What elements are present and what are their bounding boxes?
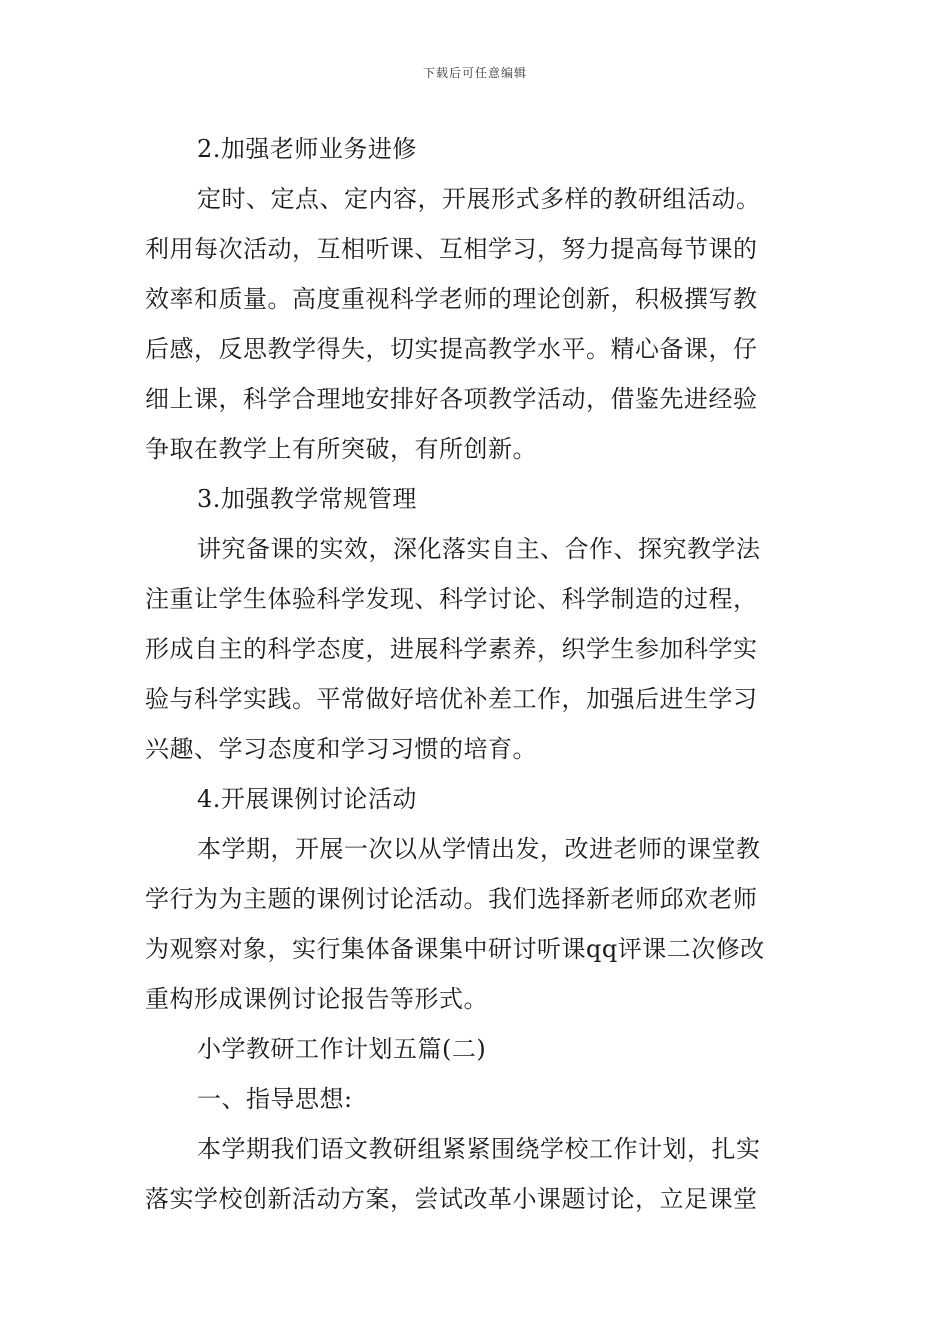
paragraph-line: 效率和质量。高度重视科学老师的理论创新，积极撰写教: [145, 285, 758, 313]
paragraph-line: 争取在教学上有所突破，有所创新。: [145, 435, 537, 463]
paragraph-line: 本学期，开展一次以从学情出发，改进老师的课堂教: [197, 835, 761, 863]
section-heading-3: 3.加强教学常规管理: [197, 485, 417, 513]
paragraph-line: 为观察对象，实行集体备课集中研讨听课qq评课二次修改: [145, 935, 765, 963]
page-header: 下载后可任意编辑: [422, 66, 527, 80]
paragraph-line: 形成自主的科学态度，进展科学素养，织学生参加科学实: [145, 635, 758, 663]
paragraph-line: 讲究备课的实效，深化落实自主、合作、探究教学法: [197, 535, 761, 563]
section-heading-2: 2.加强老师业务进修: [197, 135, 417, 163]
paragraph-line: 定时、定点、定内容，开展形式多样的教研组活动。: [197, 185, 761, 213]
paragraph-line: 细上课，科学合理地安排好各项教学活动，借鉴先进经验: [145, 385, 758, 413]
paragraph-line: 重构形成课例讨论报告等形式。: [145, 985, 488, 1013]
paragraph-line: 落实学校创新活动方案，尝试改革小课题讨论，立足课堂: [145, 1185, 758, 1213]
paragraph-line: 验与科学实践。平常做好培优补差工作，加强后进生学习: [145, 685, 758, 713]
document-title-part-two: 小学教研工作计划五篇(二): [197, 1035, 487, 1063]
paragraph-line: 本学期我们语文教研组紧紧围绕学校工作计划，扎实: [197, 1135, 761, 1163]
document-body: [145, 124, 810, 1224]
paragraph-line: 兴趣、学习态度和学习习惯的培育。: [145, 735, 537, 763]
section-heading-4: 4.开展课例讨论活动: [197, 785, 417, 813]
paragraph-line: 注重让学生体验科学发现、科学讨论、科学制造的过程，: [145, 585, 758, 613]
paragraph-line: 利用每次活动，互相听课、互相学习，努力提高每节课的: [145, 235, 758, 263]
section-heading-guiding-thought: 一、指导思想:: [197, 1085, 353, 1113]
paragraph-line: 学行为为主题的课例讨论活动。我们选择新老师邱欢老师: [145, 885, 758, 913]
paragraph-line: 后感，反思教学得失，切实提高教学水平。精心备课，仔: [145, 335, 758, 363]
